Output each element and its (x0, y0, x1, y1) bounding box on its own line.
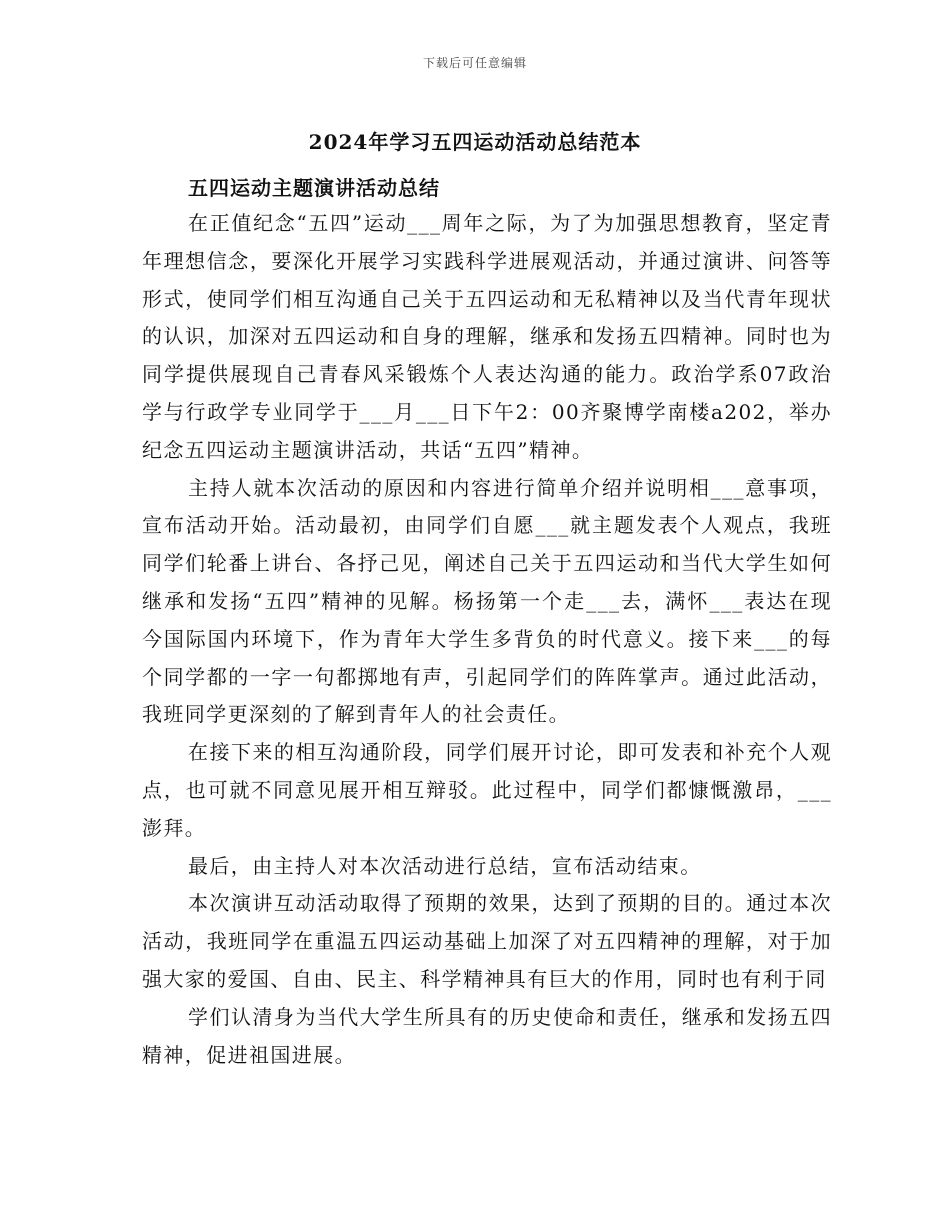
page-header-note: 下载后可任意编辑 (422, 56, 527, 70)
document-body (142, 205, 832, 1074)
paragraph: 最后，由主持人对本次活动进行总结，宣布活动结束。 (188, 853, 702, 878)
paragraph: 本次演讲互动活动取得了预期的效果，达到了预期的目的。通过本次活动，我班同学在重温五四运动基础上加深了对五四精神的理解，对于加强大家的爱国、自由、民主、科学精神具有巨大的作用，同时也有利于同 (142, 891, 832, 991)
paragraph: 在正值纪念“五四”运动___周年之际，为了为加强思想教育，坚定青年理想信念，要深化开展学习实践科学进展观活动，并通过演讲、问答等形式，使同学们相互沟通自己关于五四运动和无私精神以及当代青年现状的认识，加深对五四运动和自身的理解，继承和发扬五四精神。同时也为同学提供展现自己青春风采锻炼个人表达沟通的能力。政治学系07政治学与行政学专业同学于___月___日下午2：00齐聚博学南楼a202，举办纪念五四运动主题演讲活动，共话“五四”精神。 (142, 211, 832, 462)
document-title: 2024年学习五四运动活动总结范本 (308, 130, 642, 154)
paragraph: 主持人就本次活动的原因和内容进行简单介绍并说明相___意事项，宣布活动开始。活动最初，由同学们自愿___就主题发表个人观点，我班同学们轮番上讲台、各抒己见，阐述自己关于五四运动和当代大学生如何继承和发扬“五四”精神的见解。杨扬第一个走___去，满怀___表达在现今国际国内环境下，作为青年大学生多背负的时代意义。接下来___的每个同学都的一字一句都掷地有声，引起同学们的阵阵掌声。通过此活动，我班同学更深刻的了解到青年人的社会责任。 (142, 475, 832, 727)
section-heading: 五四运动主题演讲活动总结 (188, 176, 440, 200)
paragraph: 学们认清身为当代大学生所具有的历史使命和责任，继承和发扬五四精神，促进祖国进展。 (142, 1004, 832, 1067)
paragraph: 在接下来的相互沟通阶段，同学们展开讨论，即可发表和补充个人观点，也可就不同意见展开相互辩驳。此过程中，同学们都慷慨激昂，___澎拜。 (142, 740, 832, 840)
